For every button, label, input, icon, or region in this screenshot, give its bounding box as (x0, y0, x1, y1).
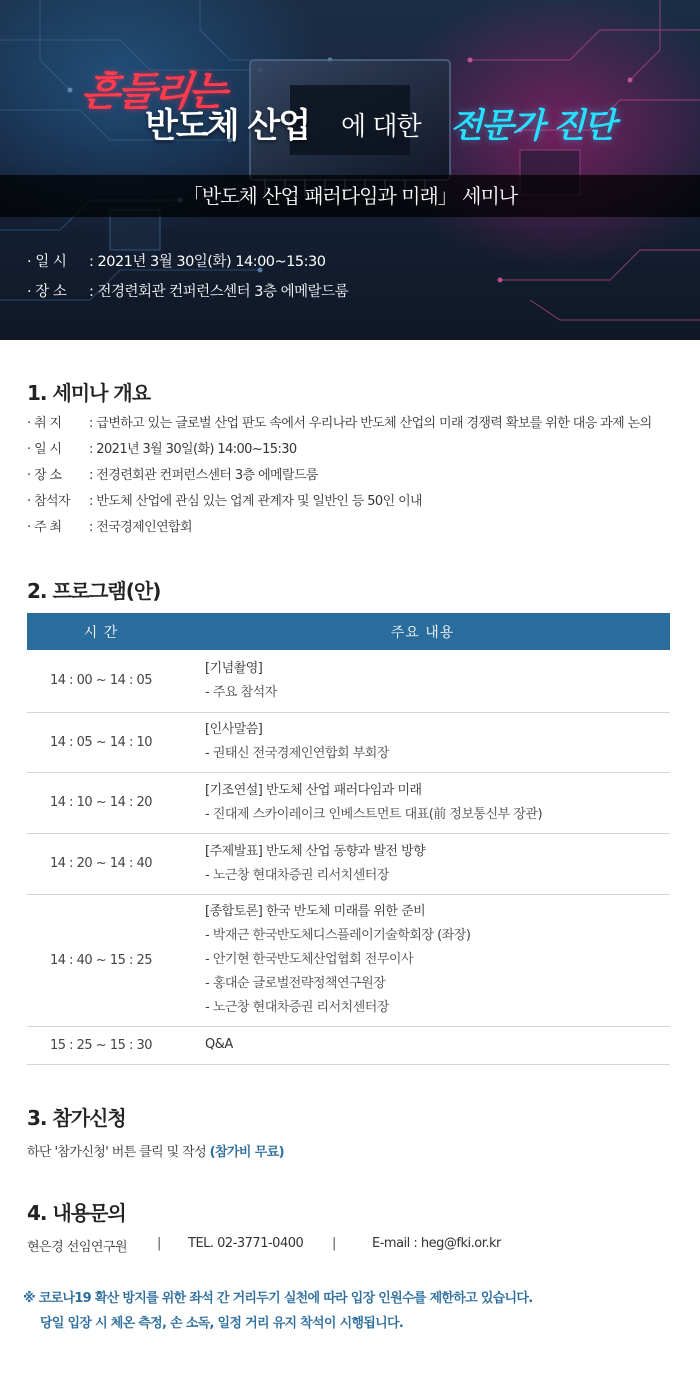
content-line: - 진대제 스카이레이크 인베스트먼트 대표(前 정보통신부 장관) (205, 806, 543, 822)
item-label: · 참석자 (27, 494, 70, 509)
header-content: 주요 내용 (175, 613, 670, 650)
list-item (27, 414, 652, 440)
table-row (27, 772, 670, 833)
content-line: - 노근창 현대차증권 리서치센터장 (205, 867, 389, 883)
content-line: Q&A (205, 1037, 233, 1052)
contact-tel: TEL. 02-3771-0400 (188, 1236, 304, 1251)
content-line: - 주요 참석자 (205, 684, 277, 700)
item-label: · 장 소 (27, 468, 62, 483)
row-content (175, 833, 670, 894)
content-line: [기조연설] 반도체 산업 패러다임과 미래 (205, 782, 422, 798)
table-row (27, 650, 670, 712)
overview-list (27, 414, 652, 544)
apply-instructions (27, 1141, 284, 1160)
hero-info-value: : 전경련회관 컨퍼런스센터 3층 에메랄드룸 (89, 284, 349, 300)
hero-info (27, 252, 348, 312)
row-time: 14 : 40 ~ 15 : 25 (27, 894, 175, 1026)
row-content (175, 772, 670, 833)
hero-info-value: : 2021년 3월 30일(화) 14:00~15:30 (89, 254, 326, 270)
item-value: : 전경련회관 컨퍼런스센터 3층 에메랄드룸 (89, 468, 318, 483)
table-header-row (27, 613, 670, 650)
notice-line: ※ 코로나19 확산 방지를 위한 좌석 간 거리두기 실천에 따라 입장 인원수를 제한하고 있습니다. (23, 1291, 533, 1306)
hero-expert-text: 전문가 진단 (450, 106, 615, 146)
content-line: - 노근창 현대차증권 리서치센터장 (205, 1000, 389, 1015)
section-title-apply: 3. 참가신청 (27, 1106, 126, 1130)
apply-text: 하단 '참가신청' 버튼 클릭 및 작성 (27, 1145, 210, 1160)
contact-name: 현은경 선임연구원 (27, 1240, 128, 1255)
row-content (175, 712, 670, 772)
program-table (27, 613, 670, 1065)
row-content (175, 650, 670, 712)
contact-email: E-mail : heg@fki.or.kr (372, 1236, 501, 1251)
item-value: : 전국경제인연합회 (89, 520, 192, 535)
hero-info-place (27, 282, 348, 312)
seminar-title-bar: 「반도체 산업 패러다임과 미래」 세미나 (0, 175, 700, 217)
list-item (27, 518, 652, 544)
content-line: [인사말씀] (205, 722, 263, 737)
content-line: - 박재근 한국반도체디스플레이기술학회장 (좌장) (205, 928, 471, 943)
hero-info-date (27, 252, 348, 282)
row-time: 14 : 20 ~ 14 : 40 (27, 833, 175, 894)
content-line: - 권태신 전국경제인연합회 부회장 (205, 746, 389, 761)
table-row (27, 1026, 670, 1064)
hero-banner (0, 0, 700, 340)
list-item (27, 466, 652, 492)
divider: | (332, 1236, 336, 1251)
row-content (175, 894, 670, 1026)
list-item (27, 440, 652, 466)
item-value: : 2021년 3월 30일(화) 14:00~15:30 (89, 442, 297, 457)
item-label: · 취 지 (27, 416, 62, 431)
content-line: [기념촬영] (205, 660, 263, 676)
free-badge-text: (참가비 무료) (209, 1145, 285, 1160)
divider: | (157, 1236, 161, 1251)
hero-accent-text: 흔들리는 (78, 69, 228, 115)
item-value: : 반도체 산업에 관심 있는 업계 관계자 및 일반인 등 50인 이내 (89, 494, 423, 509)
item-label: · 일 시 (27, 442, 62, 457)
row-time: 15 : 25 ~ 15 : 30 (27, 1026, 175, 1064)
content-line: - 안기현 한국반도체산업협회 전무이사 (205, 952, 414, 967)
section-title-program: 2. 프로그램(안) (27, 579, 161, 603)
table-row (27, 833, 670, 894)
hero-mid-text: 에 대한 (341, 112, 421, 142)
header-time: 시 간 (27, 613, 175, 650)
section-title-contact: 4. 내용문의 (27, 1201, 126, 1225)
hero-main-text: 반도체 산업 (145, 106, 310, 146)
hero-info-label: · 장 소 (27, 284, 67, 300)
section-title-overview: 1. 세미나 개요 (27, 381, 151, 405)
table-row (27, 712, 670, 772)
item-label: · 주 최 (27, 520, 62, 535)
list-item (27, 492, 652, 518)
row-content (175, 1026, 670, 1064)
hero-title (0, 60, 700, 150)
hero-info-label: · 일 시 (27, 254, 67, 270)
covid-notice (23, 1289, 533, 1339)
item-value: : 급변하고 있는 글로벌 산업 판도 속에서 우리나라 반도체 산업의 미래 경쟁력 확보를 위한 대응 과제 논의 (89, 416, 652, 431)
content-line: [주제발표] 반도체 산업 동향과 발전 방향 (205, 843, 426, 859)
row-time: 14 : 10 ~ 14 : 20 (27, 772, 175, 833)
content-line: [종합토론] 한국 반도체 미래를 위한 준비 (205, 904, 426, 919)
row-time: 14 : 00 ~ 14 : 05 (27, 650, 175, 712)
table-row (27, 894, 670, 1026)
row-time: 14 : 05 ~ 14 : 10 (27, 712, 175, 772)
content-line: - 홍대순 글로벌전략정책연구원장 (205, 976, 386, 991)
notice-line: 당일 입장 시 체온 측정, 손 소독, 일정 거리 유지 착석이 시행됩니다. (40, 1316, 404, 1331)
